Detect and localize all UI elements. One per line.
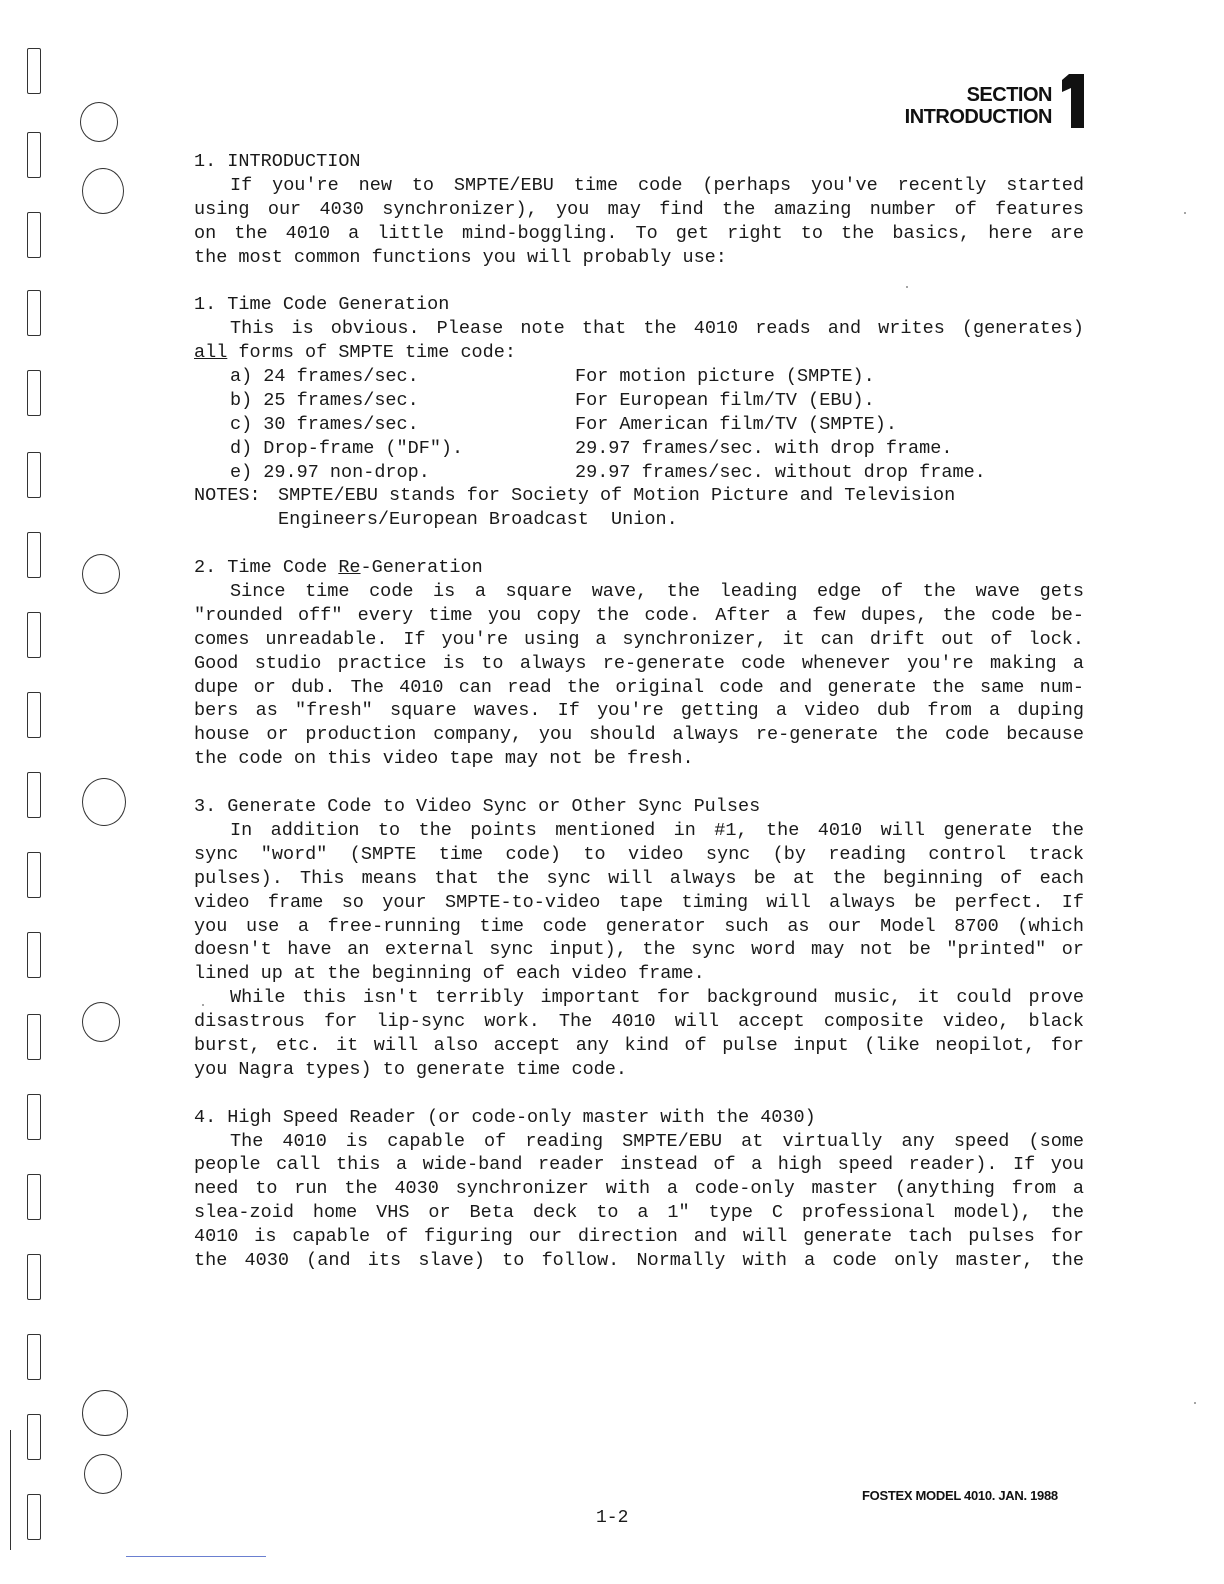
binder-slot [27,48,41,94]
section3-line: While this isn't terribly important for background music, it could prove [230,987,1084,1009]
intro-line: using our 4030 synchronizer), you may find the amazing number of features [194,198,1084,220]
binder-slot [27,452,41,498]
section3-line: you use a free-running time code generator such as our Model 8700 (which [194,915,1084,937]
intro-line: on the 4010 a little mind-boggling. To get right to the basics, here are [194,222,1084,244]
notes-line: SMPTE/EBU stands for Society of Motion Picture and Television [278,485,956,507]
section1-heading: 1. Time Code Generation [194,294,450,316]
scan-speck [1184,212,1186,214]
page-edge-line [10,1430,11,1550]
section1-line: This is obvious. Please note that the 4010 reads and writes (generates) [230,318,1084,340]
section-title: INTRODUCTION [904,106,1052,128]
section2-line: Since time code is a square wave, the leading edge of the wave gets [230,581,1084,603]
binder-hole [82,168,124,214]
frame-rate-desc: 29.97 frames/sec. without drop frame. [575,461,986,483]
binder-slot [27,932,41,978]
binder-hole [82,554,120,594]
binder-slot [27,212,41,258]
section3-line: burst, etc. it will also accept any kind of pulse input (like neopilot, for [194,1034,1084,1056]
binder-slot [27,612,41,658]
document-body [194,150,1094,1273]
section-number-graphic [1062,74,1084,128]
binder-slot [27,692,41,738]
frame-rate-list [194,365,1094,484]
frame-rate-label: e) 29.97 non-drop. [230,461,430,483]
section2-line: house or production company, you should always re-generate the code because [194,724,1084,746]
binder-slot [27,370,41,416]
frame-rate-label: a) 24 frames/sec. [230,366,419,388]
intro-line: If you're new to SMPTE/EBU time code (perhaps you've recently started [230,174,1084,196]
frame-rate-desc: For motion picture (SMPTE). [575,366,875,388]
section4-line: the 4030 (and its slave) to follow. Normally with a code only master, the [194,1249,1084,1271]
notes-label: NOTES: [194,485,261,507]
binder-hole [84,1454,122,1494]
section2-line: comes unreadable. If you're using a synchronizer, it can drift out of lock. [194,628,1084,650]
section2-heading: 2. Time Code Re-Generation [194,557,483,579]
binder-slot [27,772,41,818]
binder-slot [27,1094,41,1140]
section4-line: slea-zoid home VHS or Beta deck to a 1" type C professional model), the [194,1202,1084,1224]
intro-heading: 1. INTRODUCTION [194,151,361,172]
section4-heading: 4. High Speed Reader (or code-only master with the 4030) [194,1106,816,1128]
scan-speck [906,286,908,288]
section3-line: disastrous for lip-sync work. The 4010 will accept composite video, black [194,1011,1084,1033]
section1-line: all forms of SMPTE time code: [194,342,516,364]
section2-line: Good studio practice is to always re-generate code whenever you're making a [194,652,1084,674]
section2-line: dupe or dub. The 4010 can read the original code and generate the same num- [194,676,1084,698]
section-header [905,84,1052,128]
section3-line: In addition to the points mentioned in #1, the 4010 will generate the [230,819,1084,841]
binder-slot [27,852,41,898]
section4-line: 4010 is capable of figuring our direction and will generate tach pulses for [194,1226,1084,1248]
binder-slot [27,1174,41,1220]
frame-rate-label: d) Drop-frame ("DF"). [230,437,464,459]
section2-line: the code on this video tape may not be fresh. [194,748,694,770]
section3-line: you Nagra types) to generate time code. [194,1058,627,1080]
binder-hole [80,102,118,142]
section-label: SECTION [966,84,1052,106]
section2-line: "rounded off" every time you copy the code. After a few dupes, the code be- [194,604,1084,626]
section3-line: video frame so your SMPTE-to-video tape timing will always be perfect. If [194,891,1084,913]
section3-line: sync "word" (SMPTE time code) to video sync (by reading control track [194,843,1084,865]
scan-speck [1194,1402,1196,1404]
frame-rate-label: c) 30 frames/sec. [230,413,419,435]
frame-rate-label: b) 25 frames/sec. [230,389,419,411]
binder-punch-strip [0,0,140,1584]
binder-slot [27,1494,41,1540]
binder-slot [27,532,41,578]
section3-line: lined up at the beginning of each video frame. [194,963,705,985]
binder-slot [27,132,41,178]
binder-hole [82,1002,120,1042]
scan-speck [202,1004,204,1006]
binder-slot [27,1414,41,1460]
section4-line: need to run the 4030 synchronizer with a code-only master (anything from a [194,1178,1084,1200]
section2-line: bers as "fresh" square waves. If you're getting a video dub from a duping [194,700,1084,722]
binder-hole [82,1390,128,1436]
notes-line: Engineers/European Broadcast Union. [278,509,678,531]
binder-slot [27,1334,41,1380]
page-number: 1-2 [596,1508,629,1528]
binder-slot [27,290,41,336]
footer-model-date: FOSTEX MODEL 4010. JAN. 1988 [862,1488,1058,1503]
binder-hole [82,778,126,826]
frame-rate-desc: For European film/TV (EBU). [575,389,875,411]
notes-block [194,484,1094,532]
section3-line: pulses). This means that the sync will always be at the beginning of each [194,867,1084,889]
section3-heading: 3. Generate Code to Video Sync or Other Sync Pulses [194,796,761,818]
section4-line: people call this a wide-band reader instead of a high speed reader). If you [194,1154,1084,1176]
intro-line: the most common functions you will probably use: [194,246,727,268]
binder-slot [27,1254,41,1300]
underlined-word: all [194,342,228,364]
section3-line: doesn't have an external sync input), the sync word may not be "printed" or [194,939,1084,961]
frame-rate-desc: 29.97 frames/sec. with drop frame. [575,437,953,459]
scan-edge-line [126,1556,266,1557]
frame-rate-desc: For American film/TV (SMPTE). [575,413,897,435]
section4-line: The 4010 is capable of reading SMPTE/EBU at virtually any speed (some [230,1130,1084,1152]
binder-slot [27,1014,41,1060]
